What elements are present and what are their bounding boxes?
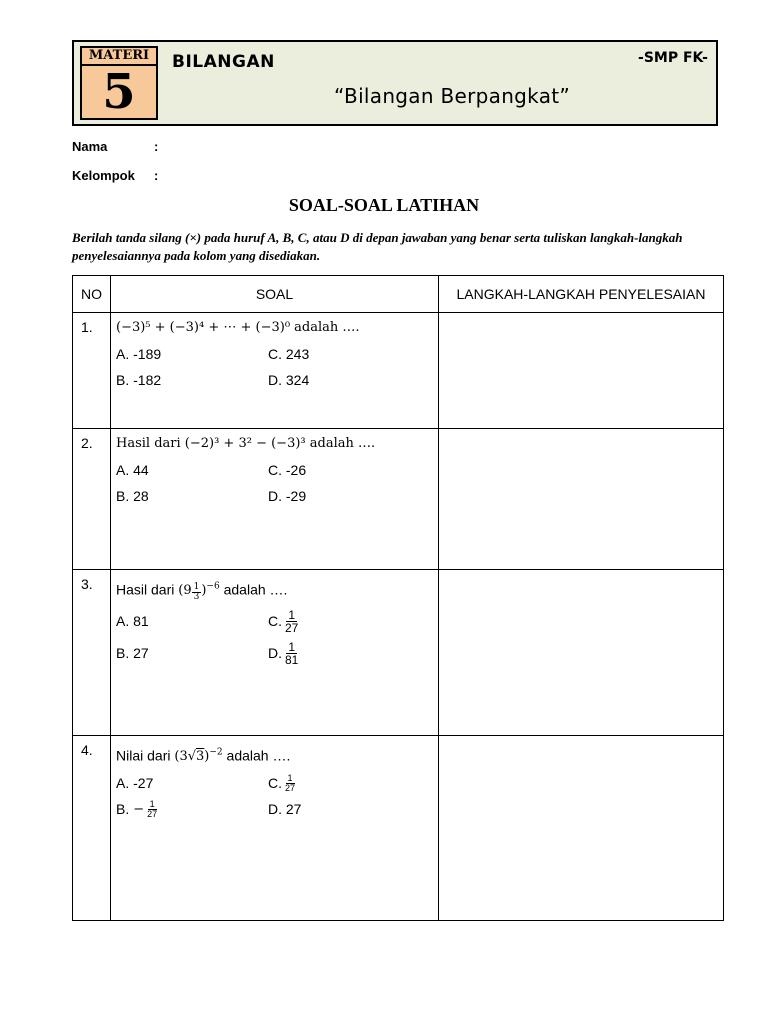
question-text: (−3)⁵ + (−3)⁴ + ⋯ + (−3)⁰ adalah ….	[116, 320, 360, 335]
option-c[interactable]	[268, 774, 420, 793]
field-nama	[72, 139, 159, 154]
math-expression: $(3√3)^{-2}$	[174, 748, 223, 765]
question-text: Hasil dari (−2)³ + 3² − (−3)³ adalah ….	[116, 436, 376, 451]
frac-den: 81	[285, 652, 299, 667]
question-suffix: adalah ….	[226, 747, 291, 764]
frac-num: 1	[288, 639, 296, 654]
options	[116, 459, 438, 507]
option-c[interactable]: C. 243	[268, 346, 310, 362]
question-cell	[111, 570, 439, 736]
option-sign: −	[133, 801, 145, 817]
frac-den: 27	[147, 808, 158, 819]
inner-exponent	[192, 583, 202, 602]
option-fraction	[285, 641, 298, 666]
frac-den: 27	[285, 620, 299, 635]
option-b[interactable]	[116, 800, 268, 819]
work-area[interactable]	[439, 570, 724, 736]
work-area[interactable]	[439, 736, 724, 921]
table-row	[73, 736, 724, 921]
work-area[interactable]	[439, 313, 724, 429]
outer-exponent: −2	[209, 748, 223, 758]
question-prefix: Hasil dari	[116, 581, 175, 598]
option-c[interactable]	[268, 609, 420, 634]
table-row	[73, 570, 724, 736]
field-colon: :	[154, 168, 159, 183]
options	[116, 772, 438, 820]
header-box	[72, 40, 718, 126]
question-number: 3.	[73, 570, 111, 736]
question-text	[116, 743, 438, 767]
options	[116, 607, 438, 667]
math-radicand: 3	[196, 749, 205, 765]
option-a[interactable]: A. -27	[116, 775, 154, 792]
option-b[interactable]: B. 28	[116, 488, 149, 504]
school-label: -SMP FK-	[638, 50, 708, 66]
option-d[interactable]: D. -29	[268, 488, 307, 504]
instructions: Berilah tanda silang (×) pada huruf A, B, C, atau D di depan jawaban yang benar serta tuliskan langkah-langkah penyelesaiannya pada kolom yang disediakan.	[72, 230, 683, 263]
table-row	[73, 313, 724, 429]
frac-num: 1	[287, 772, 293, 783]
page-title: SOAL-SOAL LATIHAN	[288, 195, 480, 215]
frac-num: 1	[288, 607, 296, 622]
question-number: 1.	[73, 313, 111, 429]
work-area[interactable]	[439, 429, 724, 570]
option-a[interactable]: A. -189	[116, 346, 162, 362]
materi-badge	[80, 46, 158, 120]
math-expression: (9 $\frac{1}{3}$ )$^{-6}$	[178, 582, 220, 602]
option-a[interactable]: A. 44	[116, 462, 149, 478]
subtitle: “Bilangan Berpangkat”	[334, 84, 571, 108]
field-colon: :	[154, 139, 159, 154]
field-label: Kelompok	[72, 168, 135, 183]
math-coef: 3	[179, 749, 188, 765]
option-letter: B.	[116, 801, 130, 818]
question-cell	[111, 736, 439, 921]
header-soal: SOAL	[111, 276, 439, 313]
option-d[interactable]	[268, 641, 420, 666]
option-letter: C.	[268, 775, 282, 792]
question-suffix: adalah ….	[223, 581, 288, 598]
option-b[interactable]: B. -182	[116, 372, 162, 388]
option-d[interactable]: D. 324	[268, 372, 310, 388]
materi-label: MATERI	[82, 48, 156, 66]
option-fraction	[147, 800, 157, 819]
question-text	[116, 577, 438, 602]
materi-number: 5	[102, 64, 136, 120]
question-table	[72, 275, 724, 921]
header-work: LANGKAH-LANGKAH PENYELESAIAN	[439, 276, 724, 313]
question-cell	[111, 313, 439, 429]
option-letter: D.	[268, 645, 282, 661]
frac-den: 3	[193, 592, 200, 602]
option-letter: C.	[268, 613, 282, 629]
options	[116, 343, 438, 391]
outer-exponent: −6	[206, 582, 220, 592]
field-kelompok	[72, 168, 159, 183]
frac-num: 1	[149, 798, 155, 809]
field-label: Nama	[72, 139, 108, 154]
topic-title: BILANGAN	[172, 52, 275, 72]
option-d[interactable]: D. 27	[268, 801, 302, 818]
option-c[interactable]: C. -26	[268, 462, 307, 478]
question-prefix: Nilai dari	[116, 747, 171, 764]
option-fraction	[285, 609, 298, 634]
option-a[interactable]: A. 81	[116, 613, 149, 629]
question-cell	[111, 429, 439, 570]
table-row	[73, 429, 724, 570]
option-b[interactable]: B. 27	[116, 645, 149, 661]
header-no: NO	[73, 276, 111, 313]
frac-num: 1	[193, 582, 200, 592]
frac-den: 27	[285, 782, 296, 793]
table-header-row	[73, 276, 724, 313]
question-number: 4.	[73, 736, 111, 921]
option-fraction	[285, 774, 295, 793]
math-base: 9	[183, 583, 192, 599]
question-number: 2.	[73, 429, 111, 570]
